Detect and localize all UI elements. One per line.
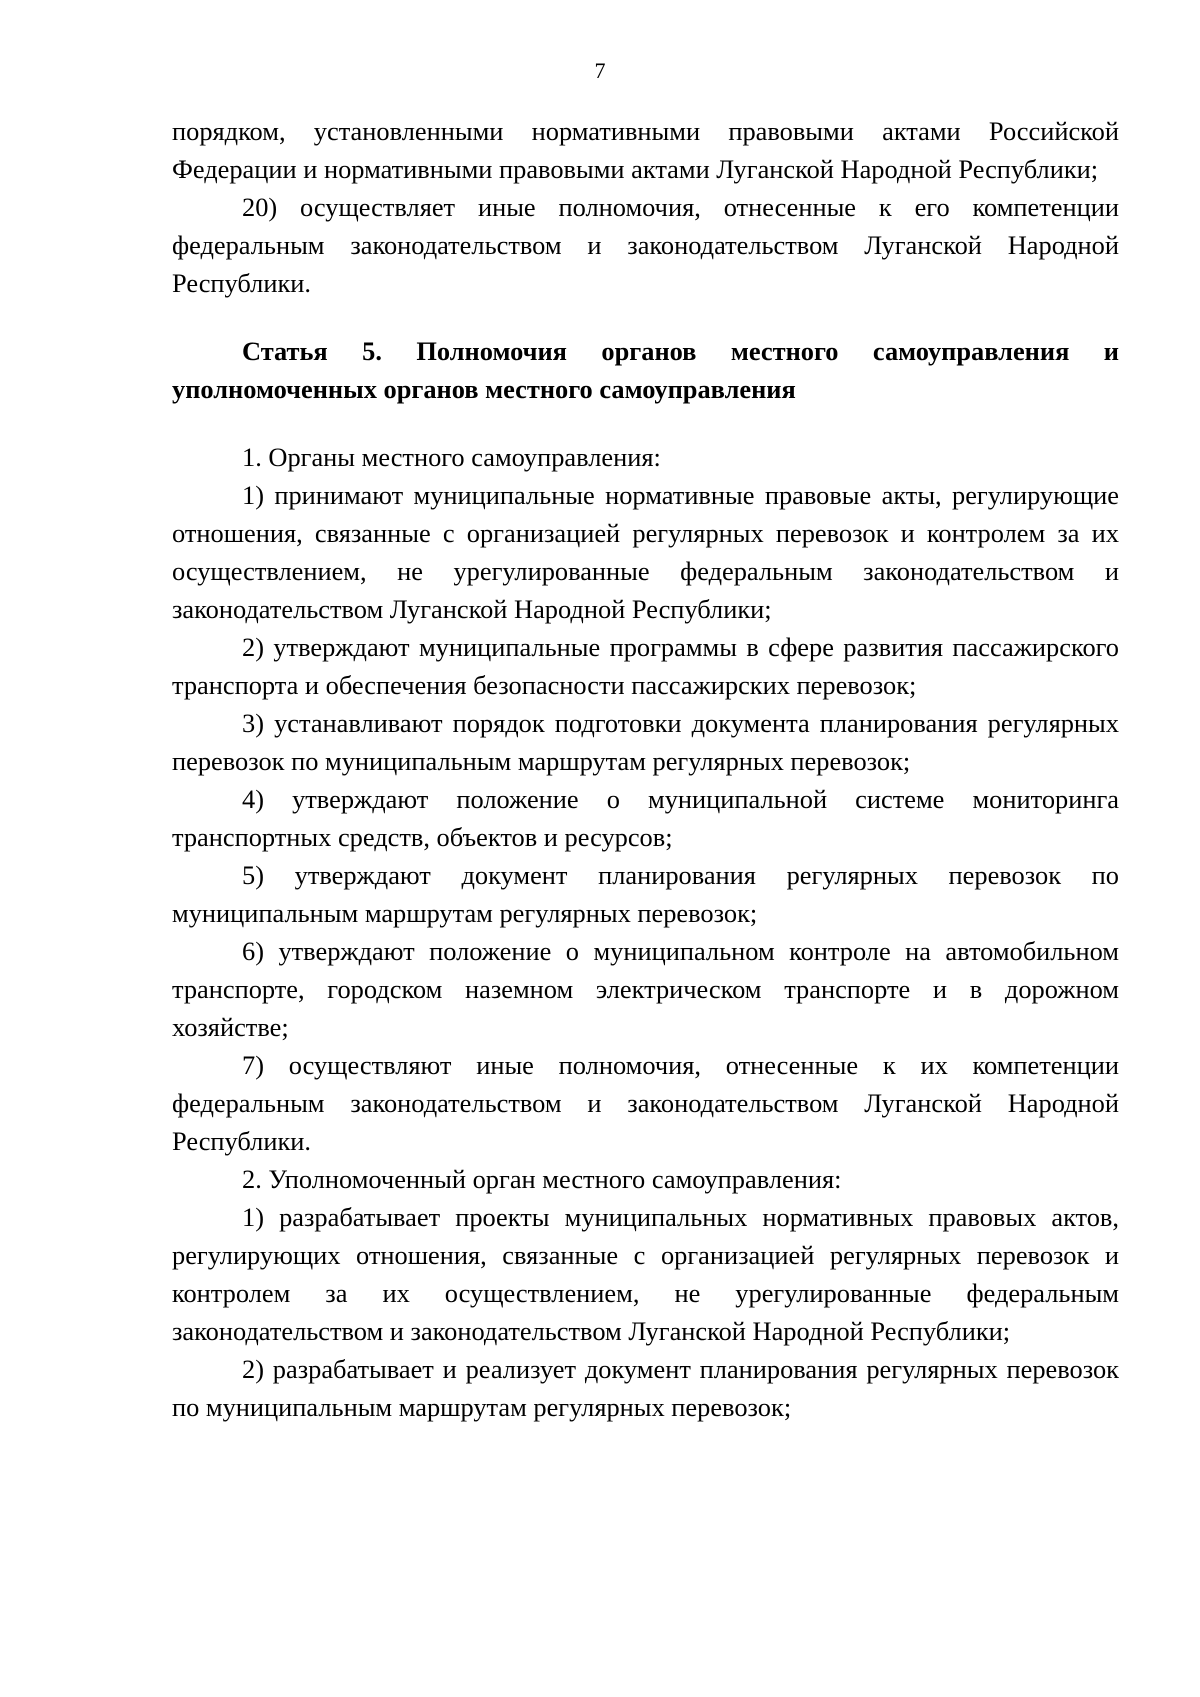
section-1-item-1: 1) принимают муниципальные нормативные правовые акты, регулирующие отношения, связанные с организацией регулярных перевозок и контролем за их осуществлением, не урегулированные федеральным законодательством и законодательством Луганской Народной Республики; bbox=[172, 480, 1119, 624]
paragraph-continuation: порядком, установленными нормативными правовыми актами Российской Федерации и нормативными правовыми актами Луганской Народной Республики; bbox=[172, 116, 1119, 184]
section-1-item-3: 3) устанавливают порядок подготовки документа планирования регулярных перевозок по муниципальным маршрутам регулярных перевозок; bbox=[172, 708, 1119, 776]
section-1-title: 1. Органы местного самоуправления: bbox=[242, 442, 661, 472]
section-1-item-6: 6) утверждают положение о муниципальном контроле на автомобильном транспорте, городском наземном электрическом транспорте и в дорожном хозяйстве; bbox=[172, 936, 1119, 1042]
paragraph-item-20: 20) осуществляет иные полномочия, отнесенные к его компетенции федеральным законодательством и законодательством Луганской Народной Республики. bbox=[172, 192, 1119, 298]
article-heading: Статья 5. Полномочия органов местного самоуправления и уполномоченных органов местного самоуправления bbox=[172, 336, 1119, 404]
section-1-item-4: 4) утверждают положение о муниципальной системе мониторинга транспортных средств, объектов и ресурсов; bbox=[172, 784, 1119, 852]
section-1-item-7: 7) осуществляют иные полномочия, отнесенные к их компетенции федеральным законодательством и законодательством Луганской Народной Республики. bbox=[172, 1050, 1119, 1156]
section-1-item-2: 2) утверждают муниципальные программы в сфере развития пассажирского транспорта и обеспечения безопасности пассажирских перевозок; bbox=[172, 632, 1119, 700]
section-2-item-2: 2) разрабатывает и реализует документ планирования регулярных перевозок по муниципальным маршрутам регулярных перевозок; bbox=[172, 1354, 1119, 1422]
section-1-item-5: 5) утверждают документ планирования регулярных перевозок по муниципальным маршрутам регулярных перевозок; bbox=[172, 860, 1119, 928]
section-2-item-1: 1) разрабатывает проекты муниципальных нормативных правовых актов, регулирующих отношения, связанные с организацией регулярных перевозок и контролем за их осуществлением, не урегулированные федеральным законодательством и законодательством Луганской Народной Республики; bbox=[172, 1202, 1119, 1346]
document-body bbox=[172, 112, 1119, 1426]
page-number: 7 bbox=[594, 58, 606, 83]
section-2-title: 2. Уполномоченный орган местного самоуправления: bbox=[242, 1164, 842, 1194]
